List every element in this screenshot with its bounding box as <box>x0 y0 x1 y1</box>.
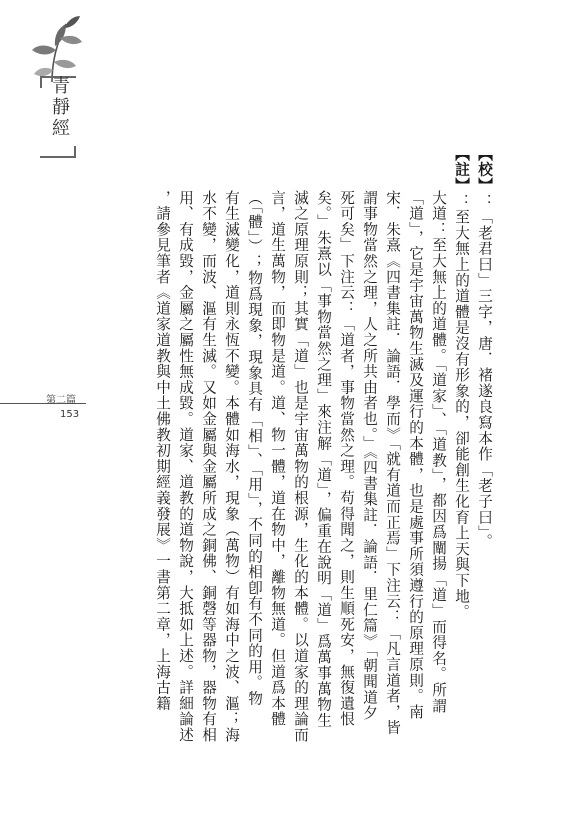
text-line: 大道：至大無上的道體。「道家」、「道教」，都因爲闡揚「道」而得名。所謂 <box>430 190 447 714</box>
zhu-first-line: ：至大無上的道體是沒有形象的，卻能創生化育上天與下地。 <box>453 193 470 621</box>
book-title: 青靜經 <box>49 76 70 139</box>
text-line: 死可矣」下注云：「道者，事物當然之理。苟得聞之，則生順死安，無復遺恨 <box>338 190 355 728</box>
text-line: ，請參見筆者《道家道教與中土佛教初期經義發展》一書第二章，上海古籍 <box>154 190 171 712</box>
zhu-label: 【註】 <box>453 146 470 194</box>
jiao-label: 【校】 <box>476 146 493 194</box>
jiao-text: ：「老君曰」三字，唐．褚遂良寫本作「老子曰」。 <box>476 193 493 550</box>
part-label: 第二篇 <box>46 395 76 406</box>
text-line: 水不變，而波、漚有生滅。又如金屬與金屬所成之銅佛、銅磬等器物，器物有相 <box>200 190 217 743</box>
text-line: 矣。」朱熹以「事物當然之理」來注解「道」，偏重在說明「道」爲萬事萬物生 <box>315 190 332 729</box>
text-line: 宋．朱熹《四書集註．論語．學而》「就有道而正焉」下注云：「凡言道者，皆 <box>384 190 401 736</box>
text-line: 「道」，它是宇宙萬物生滅及運行的本體，也是處事所須遵行的原理原則。南 <box>407 190 424 720</box>
book-emblem <box>22 14 84 154</box>
jiao-note <box>473 146 496 766</box>
annotation-text <box>96 146 496 766</box>
text-line: 言，道生萬物，而即物是道。道、物一體，道在物中，離物無道。但道爲本體 <box>269 190 286 728</box>
zhu-note-first-line <box>450 146 473 766</box>
text-line: 有生滅變化，道則永恆不變。本體如海水，現象（萬物）有如海中之波、漚；海 <box>223 190 240 743</box>
text-line: 謂事物當然之理，人之所共由者也。」《四書集註．論語．里仁篇》「朝聞道夕 <box>361 190 378 722</box>
text-line: 用、有成毀，金屬之屬性無成毀。道家、道教的道物說，大抵如上述。詳細論述 <box>177 190 194 743</box>
leaf-branch-icon <box>22 14 84 84</box>
text-line: 滅之原理原則；其實「道」也是宇宙萬物的根源，生化的本體。以道家的理論而 <box>292 190 309 743</box>
title-bracket-bottom <box>40 146 76 158</box>
zhu-note-body <box>151 146 450 766</box>
text-line: （「體」）；物爲現象，現象具有「相」、「用」，不同的相卽有不同的用。物 <box>246 190 263 707</box>
page-number: 153 <box>60 409 80 420</box>
